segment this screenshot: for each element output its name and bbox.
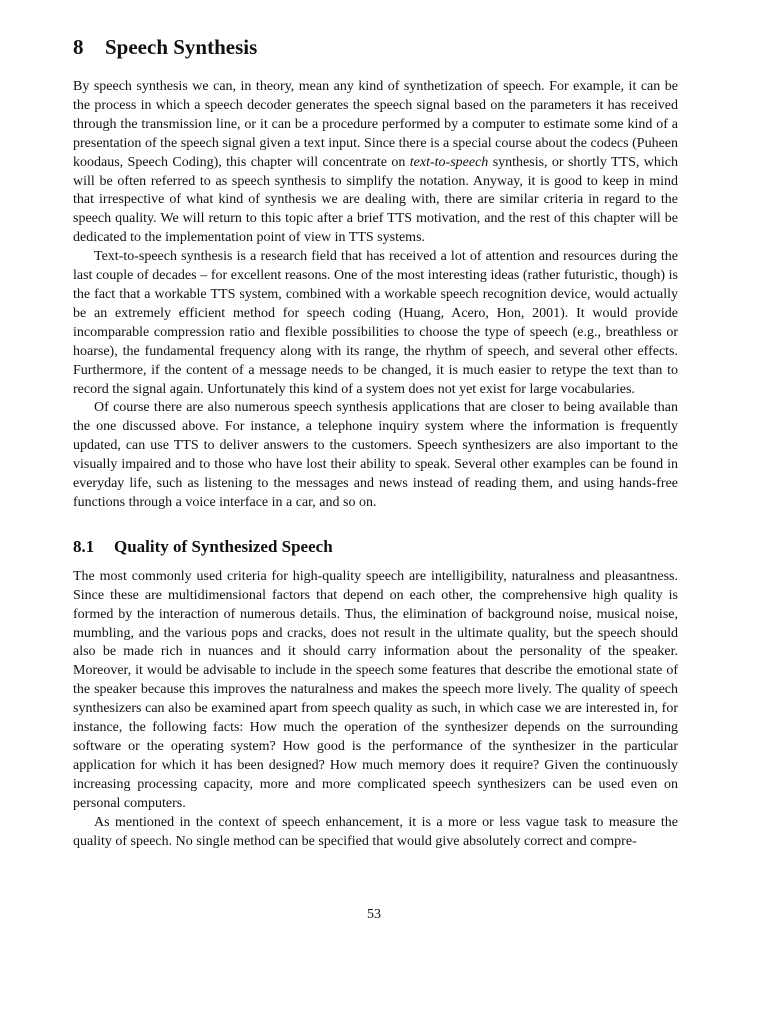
page-number: 53 bbox=[367, 907, 381, 922]
section-title: Quality of Synthesized Speech bbox=[114, 536, 333, 556]
section-number: 8.1 bbox=[73, 536, 95, 556]
paragraph: Text-to-speech synthesis is a research field that has received a lot of attention and resources during the last couple of decades – for excellent reasons. One of the most interesting ideas (rather futuristic, though) is the fact that a workable TTS system, combined with a workable speech recognition device, would actually be an extremely efficient method for speech coding (Huang, Acero, Hon, 2001). It would provide incomparable compression ratio and flexible possibilities to choose the type of speech (e.g., breathless or hoarse), the fundamental frequency along with its range, the rhythm of speech, and several other effects. Furthermore, if the content of a message needs to be changed, it is much easier to retype the text than to record the signal again. Unfortunately this kind of a system does not yet exist for large vocabularies. bbox=[73, 249, 678, 397]
paragraph: The most commonly used criteria for high-quality speech are intelligibility, naturalness and pleasantness. Since these are multidimensional factors that depend on each other, the comprehensive high quality is formed by the interaction of numerous details. Thus, the elimination of background noise, musical noise, mumbling, and the various pops and cracks, does not result in the ultimate quality, but the speech should also be made rich in nuances and it should carry information about the personality of the speaker. Moreover, it would be advisable to include in the speech some features that describe the emotional state of the speaker because this improves the naturalness and makes the speech more lively. The quality of speech synthesizers can also be examined apart from speech quality as such, in which case we are interested in, for instance, the following facts: How much the operation of the synthesizer depends on the surrounding software or the operating system? How good is the performance of the synthesizer in the particular application for which it has been designed? How much memory does it require? Given the continuously increasing processing capacity, more and more complicated speech synthesizers can be used even on personal computers. bbox=[73, 568, 678, 811]
paragraph-text: By speech synthesis we can, in theory, mean any kind of synthetization of speech. For example, it can be the process in which a speech decoder generates the speech signal based on the parameters it has received through the transmission line, or it can be a procedure performed by a computer to estimate some kind of a presentation of the speech signal given a text input. Since there is a special course about the codecs (Puheen koodaus, Speech Coding), this chapter will concentrate on bbox=[73, 79, 678, 170]
document-page bbox=[73, 32, 678, 851]
paragraph: As mentioned in the context of speech enhancement, it is a more or less vague task to measure the quality of speech. No single method can be specified that would give absolutely correct and compre- bbox=[73, 814, 678, 849]
emphasized-term: text-to-speech bbox=[409, 154, 489, 170]
chapter-number: 8 bbox=[73, 35, 84, 59]
section-heading bbox=[73, 535, 678, 559]
paragraph-text: synthesis, or shortly TTS, which will be often referred to as speech synthesis to simplify the notation. Anyway, it is good to keep in mind that irrespective of what kind of synthesis we are dealing with, there are similar criteria in regard to the speech quality. We will return to this topic after a brief TTS motivation, and the rest of this chapter will be dedicated to the implementation point of view in TTS systems. bbox=[73, 154, 678, 246]
paragraph bbox=[73, 78, 678, 248]
paragraph: Of course there are also numerous speech synthesis applications that are closer to being available than the one discussed above. For instance, a telephone inquiry system where the information is frequently updated, can use TTS to deliver answers to the customers. Speech synthesizers are also important to the visually impaired and to those who have lost their ability to speak. Several other examples can be found in everyday life, such as listening to the messages and news instead of reading them, and using hands-free functions through a voice interface in a car, and so on. bbox=[73, 400, 678, 510]
chapter-heading bbox=[73, 32, 678, 62]
chapter-title: Speech Synthesis bbox=[105, 35, 258, 59]
